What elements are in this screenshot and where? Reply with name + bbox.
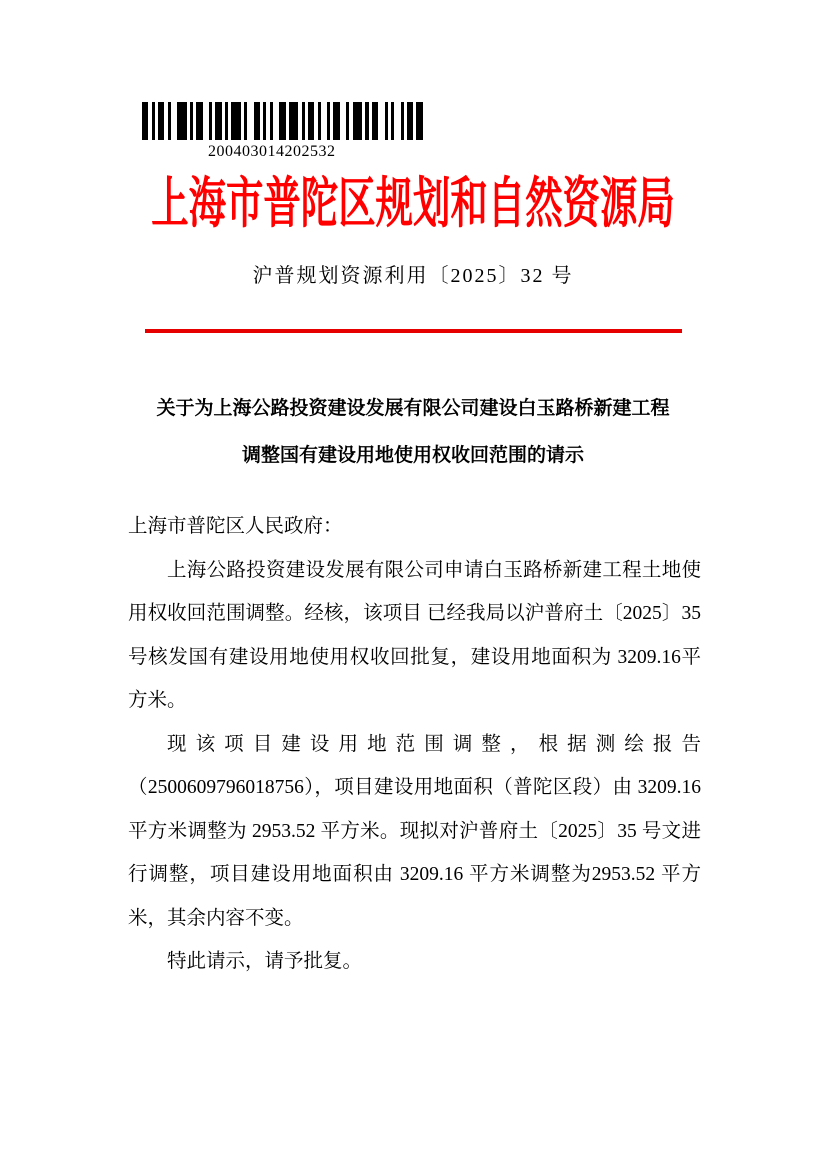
barcode-block bbox=[142, 102, 423, 161]
document-title-line2: 调整国有建设用地使用权收回范围的请示 bbox=[241, 445, 584, 466]
paragraph-3: 特此请示，请予批复。 bbox=[167, 951, 363, 972]
salutation: 上海市普陀区人民政府： bbox=[128, 516, 343, 537]
red-divider-rule bbox=[145, 329, 682, 333]
document-title-line1: 关于为上海公路投资建设发展有限公司建设白玉路桥新建工程 bbox=[156, 398, 670, 419]
paragraph-1: 上海公路投资建设发展有限公司申请白玉路桥新建工程土地使用权收回范围调整。经核，该项目 已经我局以沪普府土〔2025〕35 号核发国有建设用地使用权收回批复，建设用地面积为 3209.16平方米。 bbox=[128, 559, 701, 711]
document-body bbox=[128, 505, 701, 984]
document-title bbox=[0, 385, 826, 479]
paragraph-2: 现该项目建设用地范围调整，根据测绘报告（2500609796018756），项目建设用地面积（普陀区段）由 3209.16 平方米调整为 2953.52 平方米。现拟对沪普府土〔2025〕35 号文进行调整，项目建设用地面积由 3209.16 平方米调整为2953.52 平方米，其余内容不变。 bbox=[128, 733, 701, 929]
barcode-number: 200403014202532 bbox=[208, 143, 336, 160]
document-reference-number: 沪普规划资源利用〔2025〕32 号 bbox=[252, 265, 574, 287]
agency-masthead-title: 上海市普陀区规划和自然资源局 bbox=[151, 173, 675, 234]
barcode bbox=[142, 102, 423, 140]
